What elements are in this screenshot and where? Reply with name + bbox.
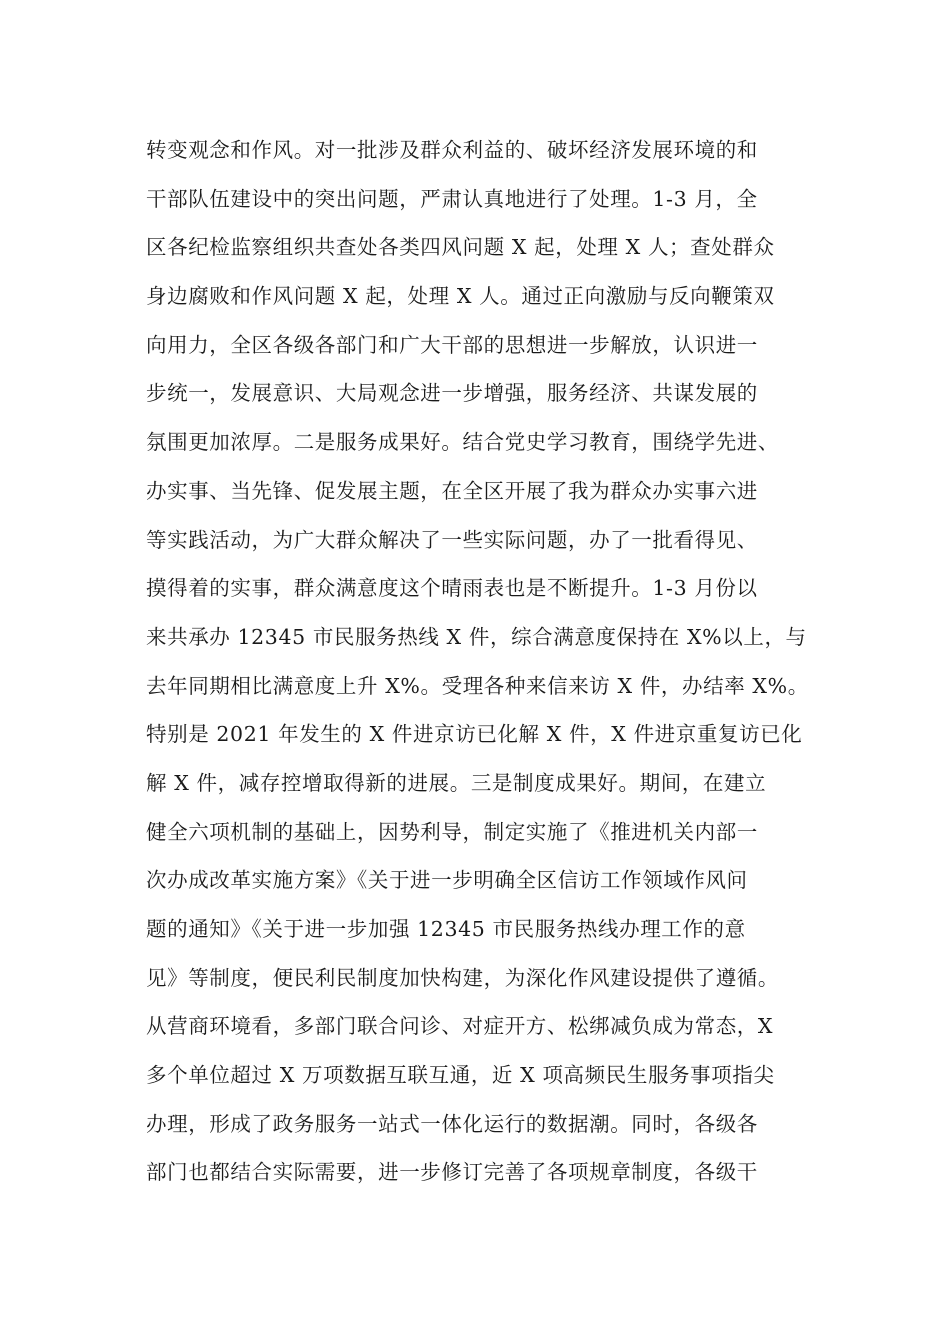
text-line: 健全六项机制的基础上，因势利导，制定实施了《推进机关内部一 (146, 819, 758, 844)
text-line: 步统一，发展意识、大局观念进一步增强，服务经济、共谋发展的 (146, 381, 758, 406)
text-line: 见》等制度，便民利民制度加快构建，为深化作风建设提供了遵循。 (146, 965, 779, 990)
text-line: 向用力，全区各级各部门和广大干部的思想进一步解放，认识进一 (146, 332, 758, 357)
text-line: 摸得着的实事，群众满意度这个晴雨表也是不断提升。1-3 月份以 (146, 576, 758, 601)
text-line: 部门也都结合实际需要，进一步修订完善了各项规章制度，各级干 (146, 1160, 758, 1185)
text-line: 从营商环境看，多部门联合问诊、对症开方、松绑减负成为常态，X (146, 1014, 774, 1039)
text-line: 办理，形成了政务服务一站式一体化运行的数据潮。同时，各级各 (146, 1111, 758, 1136)
text-line: 题的通知》《关于进一步加强 12345 市民服务热线办理工作的意 (146, 917, 746, 941)
text-line: 解 X 件，减存控增取得新的进展。三是制度成果好。期间，在建立 (146, 770, 767, 795)
text-line: 多个单位超过 X 万项数据互联互通，近 X 项高频民生服务事项指尖 (146, 1063, 775, 1088)
text-line: 区各纪检监察组织共查处各类四风问题 X 起，处理 X 人；查处群众 (146, 235, 775, 260)
body-text (146, 126, 826, 1197)
text-line: 身边腐败和作风问题 X 起，处理 X 人。通过正向激励与反向鞭策双 (146, 284, 775, 309)
text-line: 等实践活动，为广大群众解决了一些实际问题，办了一批看得见、 (146, 527, 758, 552)
text-line: 去年同期相比满意度上升 X%。受理各种来信来访 X 件，办结率 X%。 (146, 673, 809, 698)
text-line: 特别是 2021 年发生的 X 件进京访已化解 X 件，X 件进京重复访已化 (146, 722, 803, 747)
text-line: 次办成改革实施方案》《关于进一步明确全区信访工作领域作风问 (146, 868, 748, 893)
text-line: 氛围更加浓厚。二是服务成果好。结合党史学习教育，围绕学先进、 (146, 430, 779, 455)
text-line: 来共承办 12345 市民服务热线 X 件，综合满意度保持在 X%以上，与 (146, 624, 807, 649)
text-line: 办实事、当先锋、促发展主题，在全区开展了我为群众办实事六进 (146, 478, 758, 503)
text-line: 转变观念和作风。对一批涉及群众利益的、破坏经济发展环境的和 (146, 138, 758, 162)
text-line: 干部队伍建设中的突出问题，严肃认真地进行了处理。1-3 月，全 (146, 186, 758, 211)
